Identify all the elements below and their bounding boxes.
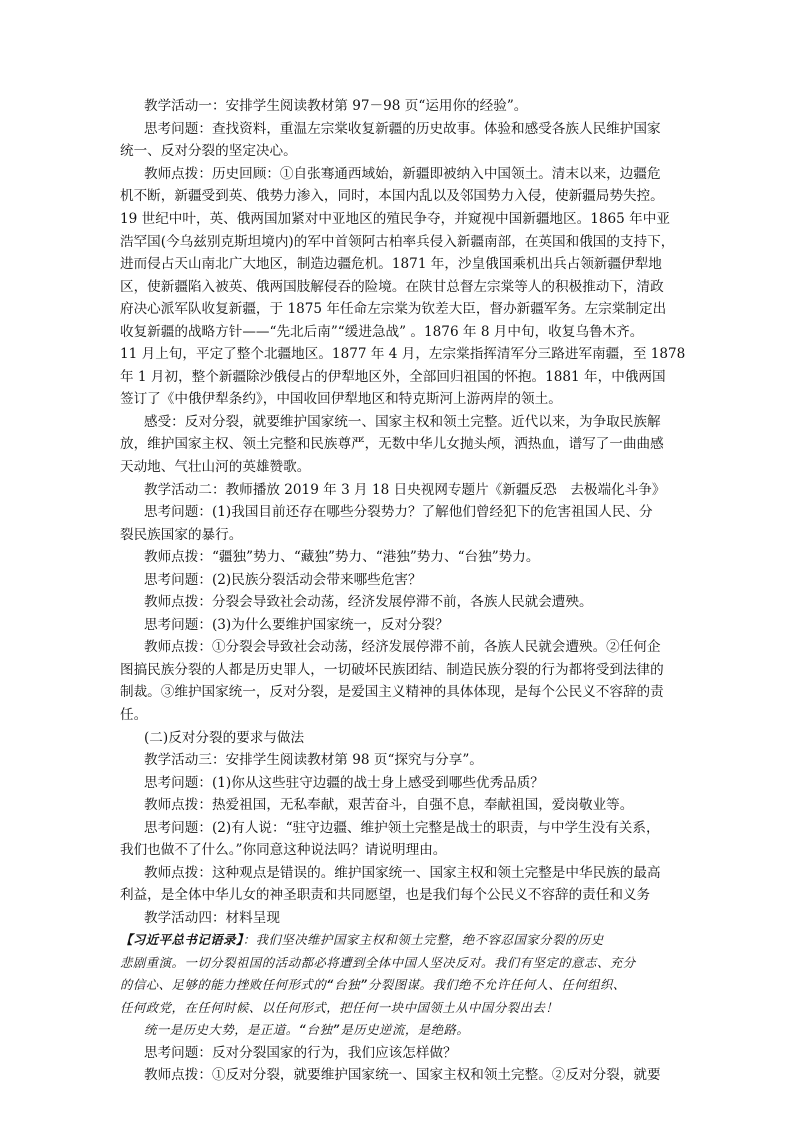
- paragraph-line: 教师点拨：分裂会导致社会动荡，经济发展停滞不前，各族人民就会遭殃。: [144, 594, 593, 610]
- paragraph-line: 思考问题：(1)我国目前还存在哪些分裂势力？了解他们曾经犯下的危害祖国人民、分: [144, 504, 653, 520]
- paragraph-line: 教学活动二：教师播放 2019 年 3 月 18 日央视网专题片《新疆反恐 去极端化斗争》: [144, 482, 666, 498]
- paragraph-line: 思考问题：反对分裂国家的行为，我们应该怎样做？: [144, 1045, 457, 1061]
- quote-label: 【习近平总书记语录】: [120, 932, 243, 947]
- paragraph-line: 府决心派军队收复新疆，于 1875 年任命左宗棠为钦差大臣，督办新疆军务。左宗棠制定出: [120, 301, 667, 317]
- paragraph-line: 图搞民族分裂的人都是历史罪人，一切破坏民族团结、制造民族分裂的行为都将受到法律的: [120, 662, 664, 678]
- paragraph-line: 签订了《中俄伊犁条约》，中国收回伊犁地区和特克斯河上游两岸的领土。: [120, 391, 562, 407]
- quote-line: 任何政党，在任何时候、以任何形式，把任何一块中国领土从中国分裂出去！: [120, 1000, 559, 1015]
- paragraph-line: 教师点拨：“疆独”势力、“藏独”势力、“港独”势力、“台独”势力。: [144, 549, 540, 565]
- paragraph-line: 区，使新疆陷入被英、俄两国肢解侵吞的险境。在陕甘总督左宗棠等人的积极推动下，清政: [120, 279, 664, 295]
- paragraph-line: 教学活动四：材料呈现: [144, 910, 280, 926]
- paragraph-line: 思考问题：(2)有人说：“驻守边疆、维护领土完整是战士的职责，与中学生没有关系，: [144, 820, 660, 836]
- paragraph-line: 教师点拨：历史回顾：①自张骞通西域始，新疆即被纳入中国领土。清末以来，边疆危: [144, 166, 661, 182]
- paragraph-line: 思考问题：(2)民族分裂活动会带来哪些危害？: [144, 572, 422, 588]
- paragraph-line: 放，维护国家主权、领土完整和民族尊严，无数中华儿女抛头颅，洒热血，谱写了一曲曲感: [120, 436, 664, 452]
- paragraph-line: 思考问题：(1)你从这些驻守边疆的战士身上感受到哪些优秀品质？: [144, 775, 544, 791]
- paragraph-line: 裂民族国家的暴行。: [120, 527, 243, 543]
- quote-line: 的信心、足够的能力挫败任何形式的“台独”分裂图谋。我们绝不允许任何人、任何组织、: [120, 977, 626, 992]
- paragraph-line: 浩罕国(今乌兹别克斯坦境内)的军中首领阿古柏率兵侵入新疆南部，在英国和俄国的支持下，: [120, 234, 675, 250]
- paragraph-line: 思考问题：(3)为什么要维护国家统一，反对分裂？: [144, 617, 449, 633]
- paragraph-line: 教师点拨：热爱祖国，无私奉献，艰苦奋斗，自强不息，奉献祖国，爱岗敬业等。: [144, 797, 634, 813]
- paragraph-line: 教师点拨：①反对分裂，就要维护国家统一、国家主权和领土完整。②反对分裂，就要: [144, 1067, 661, 1083]
- paragraph-line: 天动地、气壮山河的英雄赞歌。: [120, 459, 311, 475]
- paragraph-line: 教师点拨：①分裂会导致社会动荡，经济发展停滞不前，各族人民就会遭殃。②任何企: [144, 639, 661, 655]
- paragraph-line: 年 1 月初，整个新疆除沙俄侵占的伊犁地区外，全部回归祖国的怀抱。1881 年，中俄两国: [120, 369, 666, 385]
- paragraph-line: 11 月上旬，平定了整个北疆地区。1877 年 4 月，左宗棠指挥清军分三路进军南疆，至 1878: [120, 346, 686, 362]
- quote-line: [120, 930, 688, 950]
- paragraph-line: 利益，是全体中华儿女的神圣职责和共同愿望，也是我们每个公民义不容辞的责任和义务: [120, 887, 651, 903]
- paragraph-line: 我们也做不了什么。”你同意这种说法吗？请说明理由。: [120, 842, 447, 858]
- quote-line: 统一是历史大势，是正道。“台独”是历史逆流，是绝路。: [144, 1022, 470, 1037]
- quote-text: ：我们坚决维护国家主权和领土完整，绝不容忍国家分裂的历史: [242, 932, 604, 947]
- paragraph-line: 教学活动三：安排学生阅读教材第 98 页“探究与分享”。: [144, 752, 483, 768]
- paragraph-line: 机不断，新疆受到英、俄势力渗入，同时，本国内乱以及邻国势力入侵，使新疆局势失控。: [120, 188, 664, 204]
- paragraph-line: 任。: [120, 707, 148, 723]
- paragraph-line: 统一、反对分裂的坚定决心。: [120, 143, 297, 159]
- paragraph-line: 进而侵占天山南北广大地区，制造边疆危机。1871 年，沙皇俄国乘机出兵占领新疆伊犁地: [120, 256, 662, 272]
- paragraph-line: 思考问题：查找资料，重温左宗棠收复新疆的历史故事。体验和感受各族人民维护国家: [144, 121, 661, 137]
- paragraph-line: 教师点拨：这种观点是错误的。维护国家统一、国家主权和领土完整是中华民族的最高: [144, 865, 661, 881]
- paragraph-line: 19 世纪中叶，英、俄两国加紧对中亚地区的殖民争夺，并窥视中国新疆地区。1865 年中亚: [120, 211, 670, 227]
- paragraph-line: 感受：反对分裂，就要维护国家统一、国家主权和领土完整。近代以来，为争取民族解: [144, 414, 661, 430]
- paragraph-line: 教学活动一：安排学生阅读教材第 97－98 页“运用你的经验”。: [144, 98, 528, 114]
- section-heading: (二)反对分裂的要求与做法: [144, 730, 305, 746]
- quote-line: 悲剧重演。一切分裂祖国的活动都必将遭到全体中国人坚决反对。我们有坚定的意志、充分: [120, 955, 636, 970]
- paragraph-line: 制裁。③维护国家统一，反对分裂，是爱国主义精神的具体体现，是每个公民义不容辞的责: [120, 684, 664, 700]
- paragraph-line: 收复新疆的战略方针——“先北后南”“缓进急战” 。1876 年 8 月中旬，收复乌鲁木齐。: [120, 324, 644, 340]
